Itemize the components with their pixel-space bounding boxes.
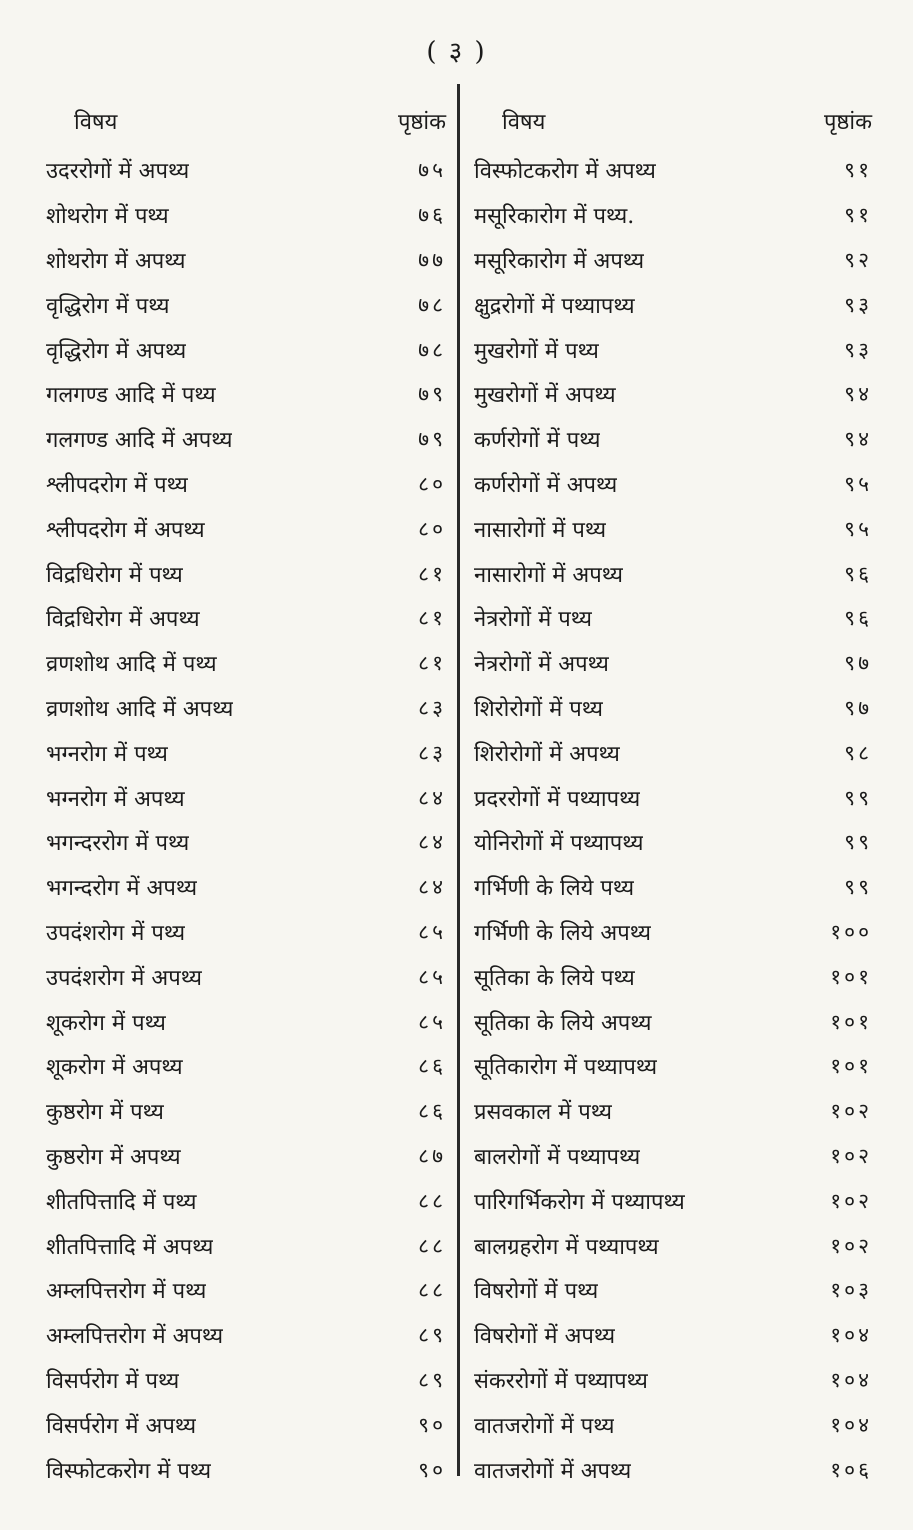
- toc-row: [474, 775, 872, 820]
- toc-row: [46, 596, 446, 641]
- toc-row: [474, 417, 872, 462]
- toc-row: [474, 1223, 872, 1268]
- toc-subject: वृद्धिरोग में पथ्य: [46, 293, 170, 319]
- toc-row: [46, 193, 446, 238]
- toc-subject: नेत्ररोगों में पथ्य: [474, 607, 593, 633]
- toc-row: [46, 999, 446, 1044]
- toc-page-number: ८३: [418, 740, 446, 765]
- toc-subject: प्रदररोगों में पथ्यापथ्य: [474, 786, 641, 812]
- toc-page-number: १०२: [830, 1099, 872, 1124]
- toc-row: [46, 148, 446, 193]
- toc-subject: भग्नरोग में अपथ्य: [46, 786, 185, 812]
- toc-subject: कर्णरोगों में अपथ्य: [474, 472, 618, 498]
- toc-row: [474, 148, 872, 193]
- toc-page-number: ८८: [418, 1278, 446, 1303]
- toc-page-number: ८४: [418, 785, 446, 810]
- toc-subject: क्षुद्ररोगों में पथ्यापथ्य: [474, 293, 635, 319]
- toc-row: [474, 1313, 872, 1358]
- toc-row: [46, 1268, 446, 1313]
- toc-page-number: ८६: [418, 1054, 446, 1079]
- toc-row: [474, 1358, 872, 1403]
- left-column-header: [46, 96, 446, 136]
- page-number: ( ३ ): [426, 37, 487, 67]
- toc-subject: अम्लपित्तरोग में पथ्य: [46, 1279, 207, 1305]
- toc-page-number: १०२: [830, 1143, 872, 1168]
- toc-page-number: १०३: [830, 1278, 872, 1303]
- toc-row: [46, 1089, 446, 1134]
- toc-page-number: १०४: [830, 1412, 872, 1437]
- toc-row: [46, 1134, 446, 1179]
- toc-row: [474, 238, 872, 283]
- toc-page-number: ९०: [418, 1457, 446, 1482]
- toc-page-number: ७६: [418, 203, 446, 228]
- toc-subject: बालग्रहरोग में पथ्यापथ्य: [474, 1234, 659, 1260]
- toc-page-number: ८९: [418, 1323, 446, 1348]
- right-rows: [474, 148, 872, 1492]
- toc-page-number: ७७: [418, 247, 446, 272]
- toc-row: [46, 372, 446, 417]
- toc-page-number: ८९: [418, 1367, 446, 1392]
- toc-page-number: ९४: [844, 382, 872, 407]
- toc-row: [46, 954, 446, 999]
- toc-subject: सूतिका के लिये पथ्य: [474, 965, 635, 991]
- toc-subject: मसूरिकारोग में पथ्य.: [474, 204, 635, 230]
- toc-page-number: ९०: [418, 1412, 446, 1437]
- toc-page-number: ७९: [418, 382, 446, 407]
- toc-row: [474, 999, 872, 1044]
- toc-row: [46, 282, 446, 327]
- toc-subject: योनिरोगों में पथ्यापथ्य: [474, 831, 644, 857]
- toc-subject: भग्नरोग में पथ्य: [46, 741, 168, 767]
- toc-row: [474, 910, 872, 955]
- toc-page-number: १०४: [830, 1367, 872, 1392]
- toc-page-number: ८१: [418, 561, 446, 586]
- toc-page-number: ९६: [844, 606, 872, 631]
- toc-page-number: ८०: [418, 516, 446, 541]
- toc-row: [46, 686, 446, 731]
- toc-subject: उपदंशरोग में अपथ्य: [46, 965, 202, 991]
- toc-page-number: १०२: [830, 1188, 872, 1213]
- right-column: [474, 96, 872, 1492]
- toc-subject: मुखरोगों में पथ्य: [474, 338, 599, 364]
- toc-page-number: ८६: [418, 1099, 446, 1124]
- toc-page-number: ९६: [844, 561, 872, 586]
- toc-subject: अम्लपित्तरोग में अपथ्य: [46, 1324, 224, 1350]
- toc-page-number: ८१: [418, 651, 446, 676]
- toc-page-number: ९३: [844, 292, 872, 317]
- toc-page-number: १०२: [830, 1233, 872, 1258]
- toc-row: [474, 820, 872, 865]
- toc-subject: श्लीपदरोग में अपथ्य: [46, 517, 205, 543]
- toc-page-number: १००: [830, 919, 872, 944]
- toc-page-number: ९९: [844, 875, 872, 900]
- toc-row: [46, 1044, 446, 1089]
- toc-subject: सूतिका के लिये अपथ्य: [474, 1010, 652, 1036]
- toc-page-number: ८३: [418, 695, 446, 720]
- toc-subject: गर्भिणी के लिये पथ्य: [474, 876, 635, 902]
- toc-page-number: ८८: [418, 1188, 446, 1213]
- toc-page-number: ७९: [418, 427, 446, 452]
- toc-subject: उदररोगों में अपथ्य: [46, 159, 190, 185]
- toc-subject: श्लीपदरोग में पथ्य: [46, 472, 188, 498]
- toc-row: [46, 1358, 446, 1403]
- toc-subject: शीतपित्तादि में अपथ्य: [46, 1234, 214, 1260]
- toc-page-number: ८५: [418, 1009, 446, 1034]
- toc-subject: वातजरोगों में अपथ्य: [474, 1458, 632, 1484]
- toc-row: [474, 506, 872, 551]
- toc-row: [474, 686, 872, 731]
- toc-subject: कुष्ठरोग में पथ्य: [46, 1100, 164, 1126]
- toc-row: [46, 1447, 446, 1492]
- toc-subject: भगन्दररोग में पथ्य: [46, 831, 190, 857]
- toc-subject: पारिगर्भिकरोग में पथ्यापथ्य: [474, 1189, 685, 1215]
- toc-row: [46, 327, 446, 372]
- right-column-header: [474, 96, 872, 136]
- header-page: पृष्ठांक: [397, 110, 446, 135]
- toc-page-number: ८५: [418, 919, 446, 944]
- toc-subject: गलगण्ड आदि में पथ्य: [46, 383, 216, 409]
- toc-subject: सूतिकारोग में पथ्यापथ्य: [474, 1055, 658, 1081]
- left-rows: [46, 148, 446, 1492]
- toc-row: [46, 865, 446, 910]
- toc-subject: विस्फोटकरोग में पथ्य: [46, 1458, 212, 1484]
- toc-subject: शिरोरोगों में अपथ्य: [474, 741, 620, 767]
- toc-subject: विसर्परोग में पथ्य: [46, 1368, 180, 1394]
- toc-subject: उपदंशरोग में पथ्य: [46, 920, 186, 946]
- toc-subject: विषरोगों में पथ्य: [474, 1279, 599, 1305]
- toc-row: [46, 417, 446, 462]
- toc-subject: प्रसवकाल में पथ्य: [474, 1100, 613, 1126]
- toc-page-number: ७८: [418, 292, 446, 317]
- toc-subject: वृद्धिरोग में अपथ्य: [46, 338, 187, 364]
- toc-subject: कर्णरोगों में पथ्य: [474, 428, 601, 454]
- toc-subject: बालरोगों में पथ्यापथ्य: [474, 1144, 641, 1170]
- toc-subject: नासारोगों में पथ्य: [474, 517, 607, 543]
- toc-page-number: ८८: [418, 1233, 446, 1258]
- toc-row: [474, 1134, 872, 1179]
- toc-subject: नेत्ररोगों में अपथ्य: [474, 652, 609, 678]
- toc-page-number: ९१: [844, 158, 872, 183]
- toc-page-number: ९७: [844, 695, 872, 720]
- toc-row: [46, 551, 446, 596]
- toc-subject: मुखरोगों में अपथ्य: [474, 383, 616, 409]
- toc-page-number: ९५: [844, 471, 872, 496]
- toc-page-number: ९३: [844, 337, 872, 362]
- toc-page-number: ८१: [418, 606, 446, 631]
- toc-subject: विद्रधिरोग में पथ्य: [46, 562, 183, 588]
- toc-row: [46, 506, 446, 551]
- toc-row: [46, 1313, 446, 1358]
- toc-page-number: ७८: [418, 337, 446, 362]
- toc-row: [474, 730, 872, 775]
- toc-page-number: १०१: [830, 1054, 872, 1079]
- toc-subject: शोथरोग में अपथ्य: [46, 248, 186, 274]
- toc-subject: शीतपित्तादि में पथ्य: [46, 1189, 197, 1215]
- toc-row: [474, 1447, 872, 1492]
- toc-row: [46, 1402, 446, 1447]
- toc-subject: विद्रधिरोग में अपथ्य: [46, 607, 200, 633]
- header-page: पृष्ठांक: [823, 110, 872, 135]
- toc-row: [46, 775, 446, 820]
- toc-page-number: ८५: [418, 964, 446, 989]
- toc-row: [474, 1402, 872, 1447]
- toc-subject: व्रणशोथ आदि में पथ्य: [46, 652, 217, 678]
- toc-subject: वातजरोगों में पथ्य: [474, 1413, 615, 1439]
- toc-row: [474, 551, 872, 596]
- toc-row: [46, 462, 446, 507]
- toc-page-number: ९५: [844, 516, 872, 541]
- toc-subject: शूकरोग में अपथ्य: [46, 1055, 183, 1081]
- toc-page-number: ९७: [844, 651, 872, 676]
- toc-subject: शोथरोग में पथ्य: [46, 204, 169, 230]
- toc-page-number: १०४: [830, 1323, 872, 1348]
- toc-row: [46, 730, 446, 775]
- toc-page-number: ९१: [844, 203, 872, 228]
- toc-subject: संकररोगों में पथ्यापथ्य: [474, 1368, 648, 1394]
- toc-subject: भगन्दरोग में अपथ्य: [46, 876, 198, 902]
- toc-row: [474, 462, 872, 507]
- toc-page-number: ९९: [844, 830, 872, 855]
- toc-page-number: ९४: [844, 427, 872, 452]
- toc-subject: गलगण्ड आदि में अपथ्य: [46, 428, 233, 454]
- toc-subject: व्रणशोथ आदि में अपथ्य: [46, 696, 234, 722]
- column-divider: [457, 84, 460, 1476]
- toc-row: [474, 1178, 872, 1223]
- toc-row: [474, 282, 872, 327]
- toc-subject: नासारोगों में अपथ्य: [474, 562, 623, 588]
- toc-page-number: ८४: [418, 875, 446, 900]
- toc-subject: मसूरिकारोग में अपथ्य: [474, 248, 645, 274]
- toc-row: [46, 1223, 446, 1268]
- toc-row: [474, 193, 872, 238]
- toc-row: [46, 641, 446, 686]
- toc-row: [46, 1178, 446, 1223]
- toc-row: [46, 910, 446, 955]
- toc-page-number: १०६: [830, 1457, 872, 1482]
- toc-page-number: ८७: [418, 1143, 446, 1168]
- toc-row: [46, 238, 446, 283]
- toc-subject: शूकरोग में पथ्य: [46, 1010, 166, 1036]
- toc-page-number: १०१: [830, 964, 872, 989]
- header-subject: विषय: [502, 110, 546, 135]
- toc-subject: कुष्ठरोग में अपथ्य: [46, 1144, 181, 1170]
- toc-subject: विषरोगों में अपथ्य: [474, 1324, 616, 1350]
- toc-row: [474, 1044, 872, 1089]
- left-column: [46, 96, 446, 1492]
- toc-subject: गर्भिणी के लिये अपथ्य: [474, 920, 651, 946]
- toc-subject: शिरोरोगों में पथ्य: [474, 696, 604, 722]
- toc-subject: विस्फोटकरोग में अपथ्य: [474, 159, 656, 185]
- toc-row: [474, 1089, 872, 1134]
- toc-row: [474, 327, 872, 372]
- toc-page-number: ९९: [844, 785, 872, 810]
- toc-subject: विसर्परोग में अपथ्य: [46, 1413, 197, 1439]
- toc-row: [474, 865, 872, 910]
- toc-row: [474, 372, 872, 417]
- toc-page-number: १०१: [830, 1009, 872, 1034]
- toc-page-number: ८०: [418, 471, 446, 496]
- toc-page-number: ७५: [418, 158, 446, 183]
- toc-row: [474, 954, 872, 999]
- toc-page-number: ९२: [844, 247, 872, 272]
- toc-row: [474, 1268, 872, 1313]
- toc-row: [474, 596, 872, 641]
- toc-row: [46, 820, 446, 865]
- toc-page-number: ८४: [418, 830, 446, 855]
- header-subject: विषय: [74, 110, 118, 135]
- toc-row: [474, 641, 872, 686]
- toc-page-number: ९८: [844, 740, 872, 765]
